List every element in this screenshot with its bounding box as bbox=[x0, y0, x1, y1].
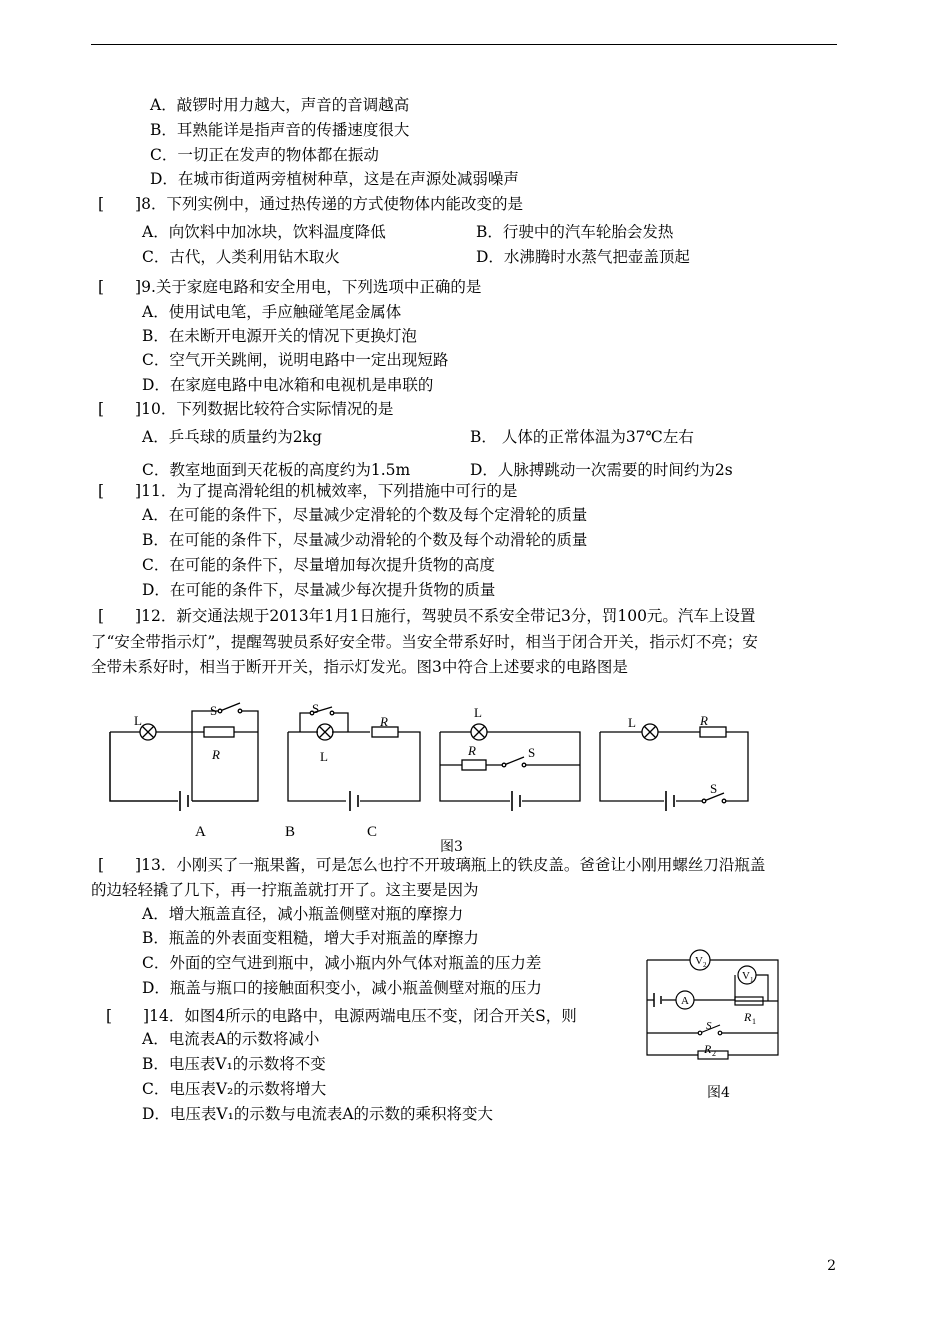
q9-option-c: C．空气开关跳闸，说明电路中一定出现短路 bbox=[142, 351, 449, 369]
q10-stem: [ ]10．下列数据比较符合实际情况的是 bbox=[98, 400, 394, 418]
q14-option-d: D．电压表V₁的示数与电流表A的示数的乘积将变大 bbox=[142, 1105, 494, 1123]
header-rule bbox=[91, 44, 837, 45]
resistor-label: R bbox=[380, 714, 388, 729]
q14-option-b: B．电压表V₁的示数将不变 bbox=[142, 1055, 326, 1073]
q12-line-3: 全带未系好时，相当于断开开关，指示灯发光。图3中符合上述要求的电路图是 bbox=[91, 658, 628, 676]
q8-option-d: D．水沸腾时水蒸气把壶盖顶起 bbox=[476, 248, 690, 266]
battery-icon bbox=[654, 993, 661, 1007]
q11-option-d: D．在可能的条件下，尽量减少每次提升货物的质量 bbox=[142, 581, 496, 599]
switch-label: S bbox=[710, 781, 718, 796]
v1-subscript: 1 bbox=[750, 976, 754, 984]
switch-label: S bbox=[312, 701, 320, 716]
circuit-d bbox=[600, 713, 748, 811]
q8-option-b: B．行驶中的汽车轮胎会发热 bbox=[476, 223, 674, 241]
q13-option-d: D．瓶盖与瓶口的接触面积变小，减小瓶盖侧壁对瓶的压力 bbox=[142, 979, 542, 997]
q13-option-a: A．增大瓶盖直径，减小瓶盖侧壁对瓶的摩擦力 bbox=[142, 905, 464, 923]
q14-option-c: C．电压表V₂的示数将增大 bbox=[142, 1080, 327, 1098]
q12-line-1: [ ]12．新交通法规于2013年1月1日施行，驾驶员不系安全带记3分，罚100元。汽车上设置 bbox=[98, 607, 756, 625]
q9-option-d: D．在家庭电路中电冰箱和电视机是串联的 bbox=[142, 376, 434, 394]
q12-line-2: 了“安全带指示灯”，提醒驾驶员系好安全带。当安全带系好时，相当于闭合开关，指示灯不亮；安 bbox=[91, 633, 758, 651]
q8-option-c: C．古代，人类利用钻木取火 bbox=[142, 248, 340, 266]
q13-line-1: [ ]13．小刚买了一瓶果酱，可是怎么也拧不开玻璃瓶上的铁皮盖。爸爸让小刚用螺丝刀沿瓶盖 bbox=[98, 856, 766, 874]
v2-subscript: 2 bbox=[703, 961, 707, 969]
figure-label-b: B bbox=[285, 824, 296, 840]
resistor-label: R bbox=[212, 747, 220, 762]
q10-option-c: C．教室地面到天花板的高度约为1.5m bbox=[142, 461, 411, 479]
q14-stem: [ ]14．如图4所示的电路中，电源两端电压不变，闭合开关S，则 bbox=[106, 1007, 577, 1025]
ammeter-label: A bbox=[681, 995, 689, 1007]
q11-option-a: A．在可能的条件下，尽量减少定滑轮的个数及每个定滑轮的质量 bbox=[142, 506, 588, 524]
figure-3-caption: 图3 bbox=[440, 839, 463, 855]
v1-label: V bbox=[742, 970, 750, 982]
r2-subscript: 2 bbox=[712, 1049, 716, 1058]
q7-option-a: A．敲锣时用力越大，声音的音调越高 bbox=[150, 96, 410, 114]
r2-label: R bbox=[704, 1042, 712, 1056]
circuit-b bbox=[288, 701, 420, 811]
lamp-label: L bbox=[628, 715, 636, 730]
q9-option-b: B．在未断开电源开关的情况下更换灯泡 bbox=[142, 327, 417, 345]
q13-option-c: C．外面的空气进到瓶中，减小瓶内外气体对瓶盖的压力差 bbox=[142, 954, 542, 972]
switch-label: S bbox=[528, 745, 536, 760]
q14-option-a: A．电流表A的示数将减小 bbox=[142, 1030, 320, 1048]
q9-stem: [ ]9.关于家庭电路和安全用电，下列选项中正确的是 bbox=[98, 278, 482, 296]
resistor-icon bbox=[700, 727, 726, 737]
battery-icon bbox=[512, 791, 520, 811]
page-number: 2 bbox=[827, 1258, 836, 1274]
figure-label-a: A bbox=[195, 824, 206, 840]
switch-icon bbox=[220, 703, 240, 711]
lamp-label: L bbox=[134, 713, 142, 728]
resistor-icon bbox=[462, 760, 486, 770]
q10-option-d: D．人脉搏跳动一次需要的时间约为2s bbox=[470, 461, 733, 479]
q8-stem: [ ]8．下列实例中，通过热传递的方式使物体内能改变的是 bbox=[98, 195, 523, 213]
figure-4-circuit bbox=[640, 945, 790, 1065]
q11-option-c: C．在可能的条件下，尽量增加每次提升货物的高度 bbox=[142, 556, 495, 574]
q11-option-b: B．在可能的条件下，尽量减少动滑轮的个数及每个动滑轮的质量 bbox=[142, 531, 588, 549]
circuit-a bbox=[110, 703, 258, 811]
r1-label: R bbox=[744, 1010, 752, 1024]
q7-option-b: B．耳熟能详是指声音的传播速度很大 bbox=[150, 121, 410, 139]
q13-line-2: 的边轻轻撬了几下，再一拧瓶盖就打开了。这主要是因为 bbox=[91, 881, 479, 899]
figure-4-caption: 图4 bbox=[707, 1085, 730, 1101]
battery-icon bbox=[666, 791, 674, 811]
q10-option-b: B． 人体的正常体温为37℃左右 bbox=[470, 428, 694, 446]
resistor-label: R bbox=[468, 743, 476, 758]
resistor-label: R bbox=[700, 713, 708, 728]
lamp-label: L bbox=[320, 749, 328, 764]
q11-stem: [ ]11．为了提高滑轮组的机械效率，下列措施中可行的是 bbox=[98, 482, 518, 500]
r1-subscript: 1 bbox=[752, 1017, 756, 1026]
figure-label-c: C bbox=[367, 824, 378, 840]
circuit-c bbox=[440, 705, 580, 811]
q7-option-d: D．在城市街道两旁植树种草，这是在声源处减弱噪声 bbox=[150, 170, 519, 188]
switch-label: S bbox=[210, 703, 218, 718]
q9-option-a: A．使用试电笔，手应触碰笔尾金属体 bbox=[142, 303, 402, 321]
lamp-label: L bbox=[474, 705, 482, 720]
q10-option-a: A．乒乓球的质量约为2kg bbox=[142, 428, 322, 446]
switch-icon bbox=[504, 757, 524, 765]
resistor-icon bbox=[204, 727, 234, 737]
q8-option-a: A．向饮料中加冰块，饮料温度降低 bbox=[142, 223, 386, 241]
v2-label: V bbox=[695, 955, 703, 967]
battery-icon bbox=[180, 791, 188, 811]
battery-icon bbox=[350, 791, 358, 811]
switch-label: S bbox=[706, 1020, 712, 1032]
q13-option-b: B．瓶盖的外表面变粗糙，增大手对瓶盖的摩擦力 bbox=[142, 929, 479, 947]
q7-option-c: C．一切正在发声的物体都在振动 bbox=[150, 146, 379, 164]
